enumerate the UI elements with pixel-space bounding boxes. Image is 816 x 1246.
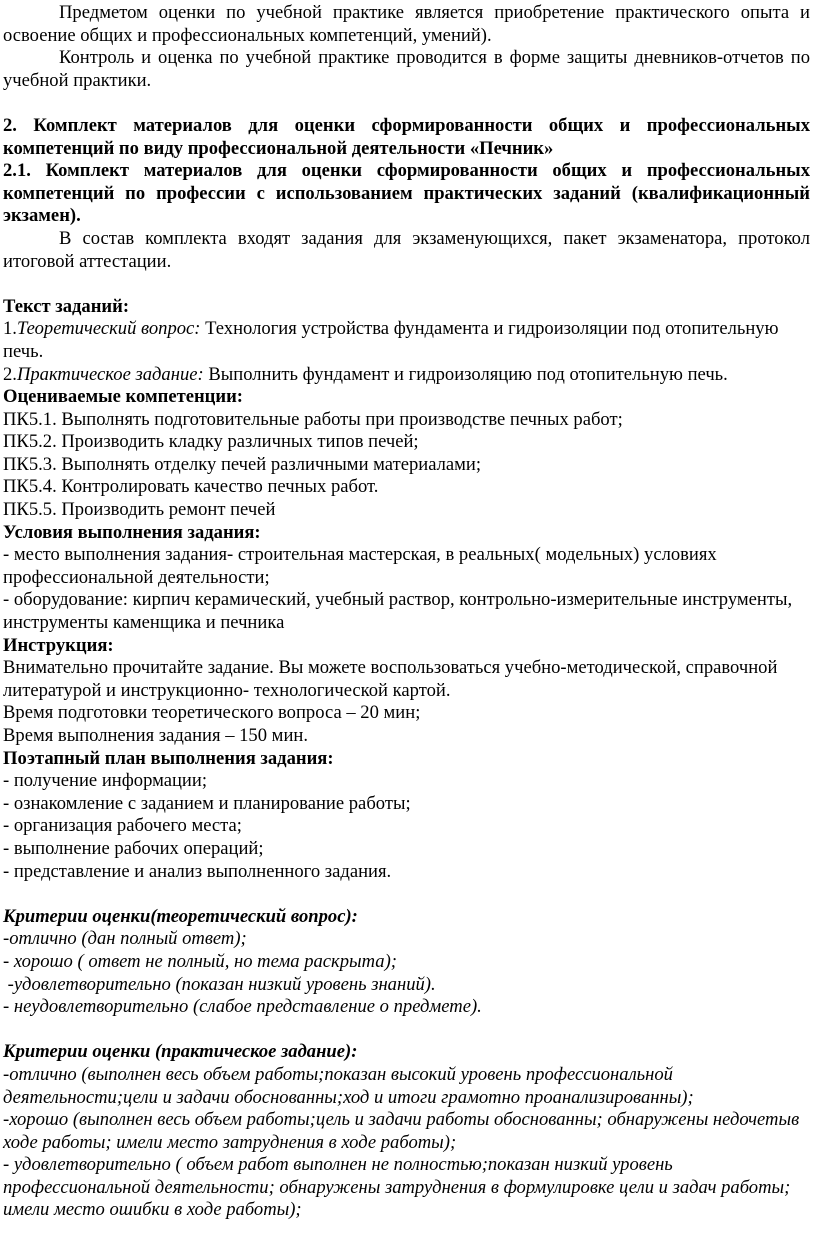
task-2-label: Практическое задание: bbox=[16, 363, 204, 385]
plan-item: - представление и анализ выполненного задания. bbox=[3, 860, 392, 882]
spacer bbox=[3, 92, 810, 115]
condition-item: - оборудование: кирпич керамический, учебный раствор, контрольно-измерительные инструменты, инструменты каменщика и печника bbox=[3, 589, 793, 634]
prep-time: Время подготовки теоретического вопроса – 20 мин; bbox=[3, 702, 421, 724]
criteria-theory-heading: Критерии оценки(теоретический вопрос): bbox=[3, 905, 358, 927]
competency-item: ПК5.3. Выполнять отделку печей различными материалами; bbox=[3, 453, 482, 475]
criteria-practice-item: -отлично (выполнен весь объем работы;показан высокий уровень профессиональной деятельности;цели и задачи обоснованны;ход и итоги грамотно проанализированны); bbox=[3, 1063, 694, 1108]
task-2-text: Выполнить фундамент и гидроизоляцию под отопительную печь. bbox=[203, 363, 728, 385]
competency-item: ПК5.1. Выполнять подготовительные работы при производстве печных работ; bbox=[3, 408, 623, 430]
conditions-heading: Условия выполнения задания: bbox=[3, 521, 261, 543]
tasks-heading: Текст заданий: bbox=[3, 295, 130, 317]
criteria-practice-heading: Критерии оценки (практическое задание): bbox=[3, 1041, 358, 1063]
plan-item: - ознакомление с заданием и планирование работы; bbox=[3, 792, 411, 814]
criteria-practice-item: -хорошо (выполнен весь объем работы;цель и задачи работы обоснованны; обнаружены недочетыв ходе работы; имели место затруднения в ходе работы); bbox=[3, 1109, 800, 1153]
competencies-heading: Оцениваемые компетенции: bbox=[3, 386, 244, 408]
instruction-text: Внимательно прочитайте задание. Вы можете воспользоваться учебно-методической, справочной литературой и инструкционно- технологической картой. bbox=[3, 657, 778, 701]
task-2 bbox=[3, 364, 810, 387]
instruction-heading: Инструкция: bbox=[3, 634, 114, 656]
section-2-heading: 2. Комплект материалов для оценки сформированности общих и профессиональных компетенций по виду профессиональной деятельности «Печник» bbox=[3, 114, 810, 159]
spacer bbox=[3, 883, 810, 906]
criteria-theory-item: -отлично (дан полный ответ); bbox=[3, 928, 247, 950]
task-1-text: Технология устройства фундамента и гидроизоляции под отопительную печь. bbox=[3, 318, 779, 362]
criteria-theory-item: - неудовлетворительно (слабое представление о предмете). bbox=[3, 996, 482, 1018]
spacer bbox=[3, 273, 810, 296]
task-2-number: 2. bbox=[3, 363, 17, 385]
plan-item: - организация рабочего места; bbox=[3, 815, 242, 837]
competency-item: ПК5.4. Контролировать качество печных работ. bbox=[3, 476, 379, 498]
criteria-theory-item: -удовлетворительно (показан низкий уровень знаний). bbox=[3, 973, 436, 995]
criteria-practice-item: - удовлетворительно ( объем работ выполнен не полностью;показан низкий уровень профессиональной деятельности; обнаружены затруднения в формулировке цели и задач работы; имели место ошибки в ходе работы); bbox=[3, 1154, 791, 1221]
spacer bbox=[3, 1019, 810, 1042]
plan-item: - выполнение рабочих операций; bbox=[3, 837, 264, 859]
kit-composition: В состав комплекта входят задания для экзаменующихся, пакет экзаменатора, протокол итоговой аттестации. bbox=[3, 227, 810, 272]
competency-item: ПК5.5. Производить ремонт печей bbox=[3, 499, 276, 521]
plan-item: - получение информации; bbox=[3, 770, 207, 792]
exec-time: Время выполнения задания – 150 мин. bbox=[3, 725, 308, 746]
section-2-1-heading: 2.1. Комплект материалов для оценки сформированности общих и профессиональных компетенций по профессии с использованием практических заданий (квалификационный экзамен). bbox=[3, 160, 810, 227]
task-1-number: 1. bbox=[3, 318, 17, 340]
plan-heading: Поэтапный план выполнения задания: bbox=[3, 747, 334, 769]
competency-item: ПК5.2. Производить кладку различных типов печей; bbox=[3, 431, 419, 453]
task-1 bbox=[3, 318, 810, 363]
intro-paragraph-1: Предметом оценки по учебной практике является приобретение практического опыта и освоение общих и профессиональных компетенций, умений). bbox=[3, 2, 810, 46]
intro-paragraph-2: Контроль и оценка по учебной практике проводится в форме защиты дневников-отчетов по учебной практики. bbox=[3, 47, 810, 91]
criteria-theory-item: - хорошо ( ответ не полный, но тема раскрыта); bbox=[3, 950, 397, 972]
condition-item: - место выполнения задания- строительная мастерская, в реальных( модельных) условиях профессиональной деятельности; bbox=[3, 544, 717, 588]
task-1-label: Теоретический вопрос: bbox=[16, 318, 201, 340]
